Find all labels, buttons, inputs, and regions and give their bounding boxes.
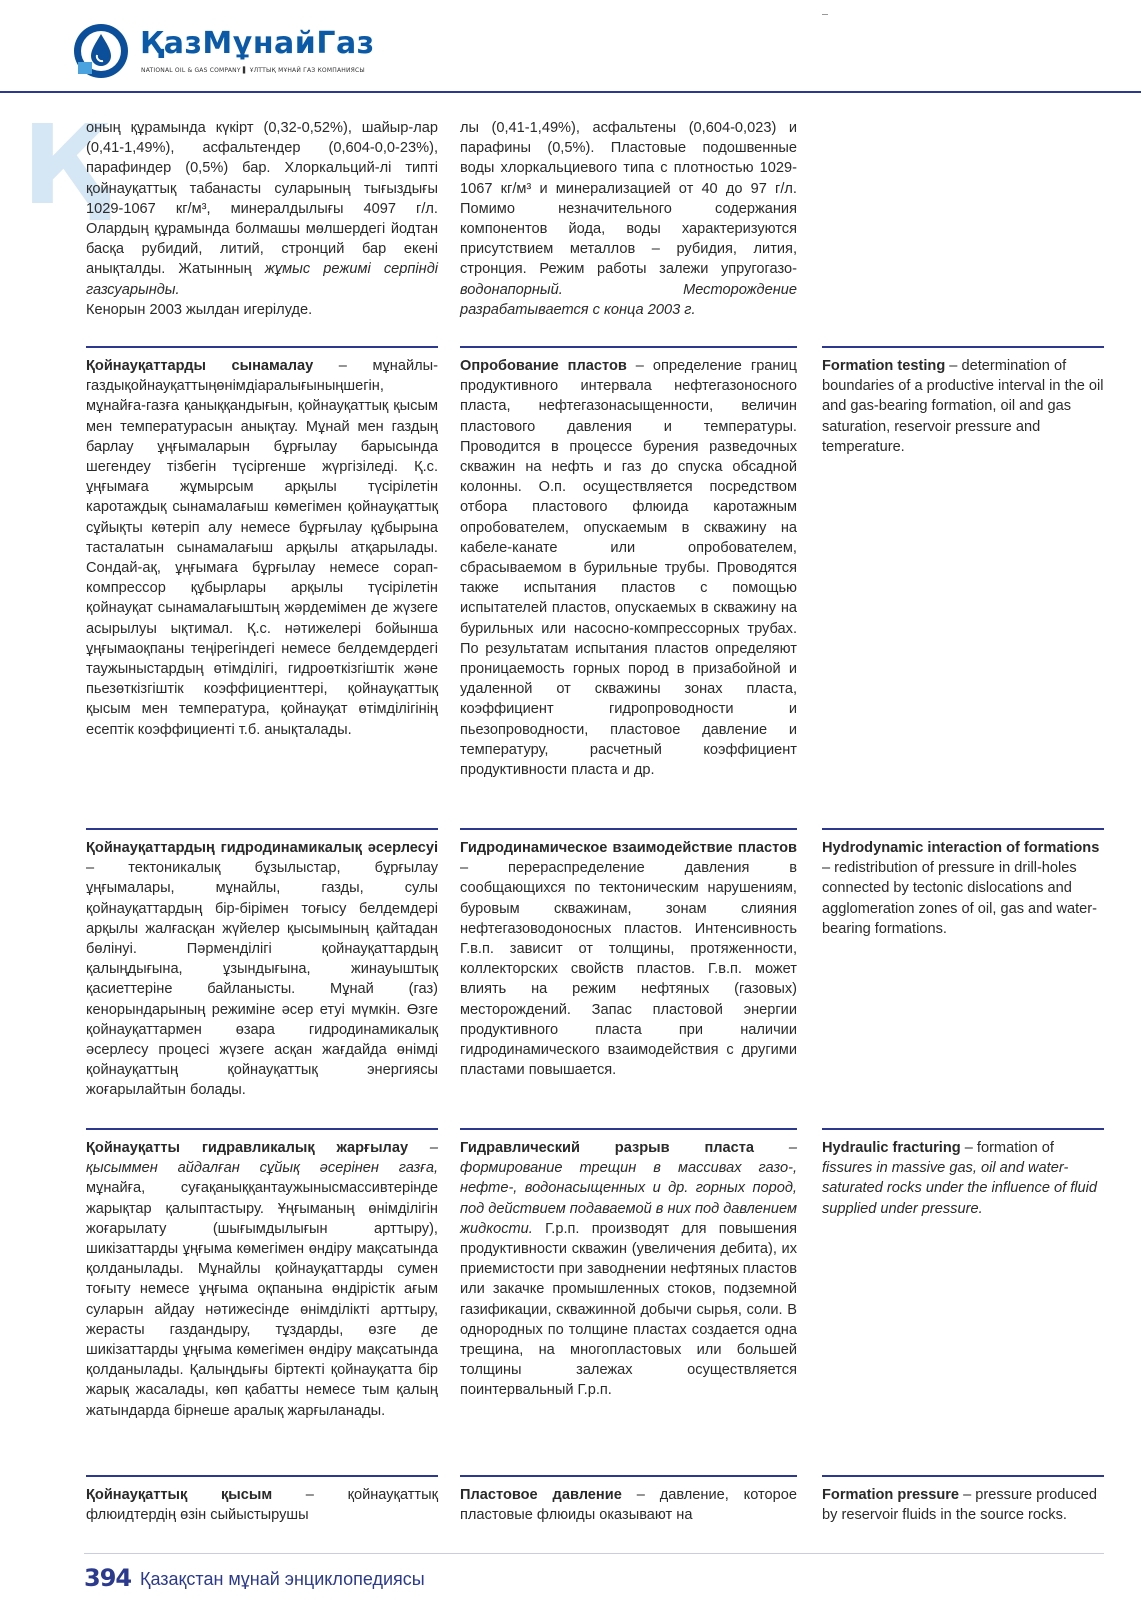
separator xyxy=(86,1475,438,1477)
separator xyxy=(822,1128,1104,1130)
entry-text: – определение границ продуктивного интервала нефтегазоносного пласта, нефтегазонасыщенности, величин пластового давления и температуры. Проводится в процессе бурения разведочных скважин на нефть и газ до спуска обсадной колонны. О.п. осуществляется посредством отбора пластового флюида каротажным опробователем, опускаемым в скважину на кабеле-канате или опробователем, сбрасываемом в бурильные трубы. Проводятся также испытания пластов с помощью испытателей пластов, опускаемых в скважину на бурильных или насосно-компрессорных трубах. По результатам испытания пластов определяют проницаемость горных пород в призабойной и удаленной от скважины зонах пласта, коэффициент гидропроводности и пьезопроводности, пластовое давление и температуру, расчетный коэффициент продуктивности пласта и др. xyxy=(460,358,797,779)
page-header xyxy=(0,0,1141,95)
header-rule xyxy=(0,91,1141,93)
entry-term: Пластовое давление xyxy=(460,1487,622,1503)
entry-text: Г.р.п. производят для повышения продуктивности скважин (увеличения дебита), их приемистости при заводнении нефтяных пластов или закачке промышленных стоков, подземной газификации, скважинной добычи сырья, соли. В однородных по толщине пластах создается одна трещина, на многопластовых или большей толщины залежах осуществляется поинтервальный Г.р.п. xyxy=(460,1220,797,1399)
entry-en xyxy=(822,356,1104,457)
entry-en xyxy=(822,838,1104,939)
entry-term: Гидродинамическое взаимодействие пластов xyxy=(460,840,797,856)
entry-term: Қойнауқаттық қысым xyxy=(86,1487,273,1503)
entry-term: Hydrodynamic interaction of formations xyxy=(822,840,1100,856)
kmg-logo-icon xyxy=(72,22,130,80)
intro-kz-mode: жұмыс режимі серпінді газсуарынды. xyxy=(86,261,438,298)
entry-kz xyxy=(86,838,438,1101)
entry-term: Formation pressure xyxy=(822,1487,960,1503)
entry-text: – перераспределение давления в сообщающихся по тектоническим нарушениям, буровым скважинам, зонам слияния нефтегазоводоносных пластов. Интенсивность Г.в.п. зависит от толщины, протяженности, коллекторских свойств пластов. Г.в.п. может влиять на режим нефтяных (газовых) месторождений. Запас пластовой энергии продуктивного пласта при наличии гидродинамического взаимодействия с другими пластами повышается. xyxy=(460,860,797,1079)
entry-text: – мұнайлы-газдықойнауқаттыңөнімдіаралығыныңшегін, мұнайға-газға қаныққандығын, қойнауқаттық қысым мен температурасын анықтау. Мұнай мен газдың барлау ұңғымаларын бұрғылау барысында шегендеу тізбегін түсіргенше жүргізіледі. Қ.с. ұңғымаға жұмырсым арқылы түсірілетін каротаждық сынамалағыш көмегімен қойнауқаттық сұйықты көтеріп алу немесе бұрғылау құбырына тасталатын сынамалағыш арқылы атқарылады. Сондай-ақ, ұңғымаға бұрғылау немесе сорап-компрессор құбырлары арқылы түсірілетін қойнауқат сынамалағыштың жәрдемімен де жүзеге асырылуы ықтимал. Қ.с. нәтижелері бойынша ұңғымаоқпаны теңірегіндегі немесе белдемдердегі таужыныстардың өтімділігі, гидроөткізгіштік және пьезөткізгіштік коэффициенттері, қойнауқаттық қысым мен температура, қойнауқат өтімділігінің есептік коэффициенті т.б. анықталады. xyxy=(86,358,438,738)
separator xyxy=(86,828,438,830)
intro-kz xyxy=(86,118,438,320)
entry-text: – determination of boundaries of a productive interval in the oil and gas-bearing formation, oil and gas saturation, reservoir pressure and temperature. xyxy=(822,358,1104,455)
entry-text: – pressure produced by reservoir fluids in the source rocks. xyxy=(822,1487,1097,1524)
entry-en xyxy=(822,1138,1104,1219)
intro-ru-text: лы (0,41-1,49%), асфальтены (0,604-0,023) и парафины (0,5%). Пластовые подошвенные воды хлоркальциевого типа с плотностью 1029-1067 кг/м³ и минерализацией от 40 до 97 г/л. Помимо незначительного содержания компонентов йода, воды характеризуются присутствием металлов – рубидия, лития, стронция. Режим работы залежи упругогазо- xyxy=(460,120,797,278)
brand-tagline: NATIONAL OIL & GAS COMPANY ▌ ҰЛТТЫҚ МҰНАЙ ГАЗ КОМПАНИЯСЫ xyxy=(141,67,365,74)
entry-kz xyxy=(86,1138,438,1421)
entry-text: – formation of xyxy=(960,1140,1054,1156)
entry-ru xyxy=(460,1138,797,1401)
entry-ru xyxy=(460,838,797,1080)
entry-text: – redistribution of pressure in drill-holes connected by tectonic dislocations and agglomeration zones of oil, gas and water-bearing formations. xyxy=(822,860,1098,937)
separator xyxy=(86,1128,438,1130)
entry-term: Гидравлический разрыв пласта xyxy=(460,1140,755,1156)
brand-name: ҚазМұнайГаз xyxy=(140,26,375,61)
entry-text: – давление, которое пластовые флюиды оказывают на xyxy=(460,1487,797,1524)
entry-term: Hydraulic fracturing xyxy=(822,1140,961,1156)
intro-ru-mode: водонапорный. xyxy=(460,281,563,298)
entry-kz xyxy=(86,1485,438,1525)
entry-term: Опробование пластов xyxy=(460,358,627,374)
intro-ru-tail: Месторождение разрабатывается с конца 2003 г. xyxy=(460,281,797,318)
entry-text-italic: – формирование трещин в массивах газо-, нефте-, водонасыщенных и др. горных пород, под действием подаваемой в них под давлением жидкости. xyxy=(460,1140,798,1237)
separator xyxy=(822,828,1104,830)
separator xyxy=(822,1475,1104,1477)
entry-ru xyxy=(460,356,797,780)
entry-text: – тектоникалық бұзылыстар, бұрғылау ұңғымалары, мұнайлы, газды, сулы қойнауқаттардың бір-бірімен тоғысу белдемдері арқылы жалғасқан жүйелер қысымының қайтадан бөлінуі. Пәрменділігі қойнауқаттардың қалыңдығына, ұзындығына, жинауыштық қасиеттеріне байланысты. Мұнай (газ) кенорындарының режиміне әсер етуі мүмкін. Өзге қойнауқаттармен өзара гидродинамикалық әсерлесу процесі жүзеге асқан жағдайда өнімді қойнауқаттың қойнауқаттық энергиясы жоғарылайтын болады. xyxy=(86,860,438,1099)
entry-en xyxy=(822,1485,1104,1525)
entry-text: мұнайға, суғақаныққантаужыныcмассивтерінде жарықтар қалыптастыру. Ұңғыманың өнімділігін жоғарылату (шығымдылығын арттыру), шикізаттарды ұңғыма көмегімен өндіру мақсатында қолданылады. Мұнайлы қойнауқаттарды сумен тоғыту немесе ұңғыма оқпанына өндірістік ағым суларын айдау нәтижесінде өнімділікті арттыру, жерасты газдандыру, тұздарды, өзге де шикізаттарды ұңғыма көмегімен өндіру мақсатында қолданылады. Қалыңдығы біртекті қойнауқатта бір жарық жасалады, көп қабатты немесе тым қалың жатындарда бірнеше аралық жарғыланады. xyxy=(86,1180,438,1419)
entry-text-italic: fissures in massive gas, oil and water-saturated rocks under the influence of fluid supplied under pressure. xyxy=(822,1160,1098,1217)
book-title: Қазақстан мұнай энциклопедиясы xyxy=(140,1569,425,1589)
intro-ru xyxy=(460,118,797,320)
page-number: 394 xyxy=(84,1564,132,1592)
separator xyxy=(460,828,797,830)
entry-term: Formation testing xyxy=(822,358,946,374)
entry-term: Қойнауқаттарды сынамалау xyxy=(86,358,314,374)
footer-rule xyxy=(84,1553,1104,1554)
entry-ru xyxy=(460,1485,797,1525)
entry-text-italic: – қысыммен айдалған сұйық әсерінен газға, xyxy=(86,1140,438,1177)
separator xyxy=(822,346,1104,348)
entry-term: Қойнауқатты гидравликалық жарғылау xyxy=(86,1140,409,1156)
separator xyxy=(460,346,797,348)
intro-kz-text: оның құрамында күкірт (0,32-0,52%), шайыр-лар (0,41-1,49%), асфальтендер (0,604-0,0-23%), парафиндер (0,5%) бар. Хлоркальций-лі типті қойнауқаттық табанасты суларының тығыздығы 1029-1067 кг/м³, минералдылығы 4097 г/л. Олардың құрамында болмашы мөлшердегі йодтан басқа рубидий, литий, стронций бар екені анықталды. Жатынның xyxy=(86,120,438,278)
entry-term: Қойнауқаттардың гидродинамикалық әсерлесуі xyxy=(86,840,438,856)
intro-kz-tail: Кенорын 2003 жылдан игерілуде. xyxy=(86,301,313,318)
separator xyxy=(86,346,438,348)
entry-text: – қойнауқаттық флюидтердің өзін сыйыстырушы xyxy=(86,1487,438,1524)
separator xyxy=(460,1475,797,1477)
decorative-letter: Қ xyxy=(22,101,108,229)
entry-kz xyxy=(86,356,438,740)
separator xyxy=(460,1128,797,1130)
corner-tick xyxy=(822,14,828,15)
